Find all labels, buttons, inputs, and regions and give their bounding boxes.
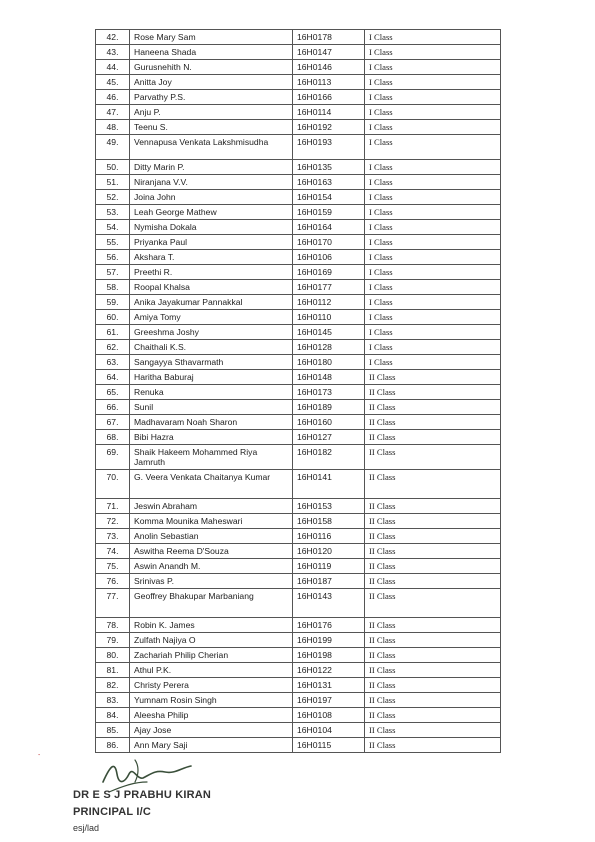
- table-row: [96, 708, 501, 723]
- student-name-cell: Anika Jayakumar Pannakkal: [130, 295, 293, 310]
- student-name-cell: Geoffrey Bhakupar Marbaniang: [130, 589, 293, 618]
- student-name-cell: Ajay Jose: [130, 723, 293, 738]
- table-row: [96, 499, 501, 514]
- class-cell: II Class: [365, 385, 501, 400]
- student-name-cell: Rose Mary Sam: [130, 30, 293, 45]
- register-number-cell: 16H0178: [293, 30, 365, 45]
- table-row: [96, 175, 501, 190]
- register-number-cell: 16H0163: [293, 175, 365, 190]
- class-cell: I Class: [365, 265, 501, 280]
- register-number-cell: 16H0158: [293, 514, 365, 529]
- student-name-cell: Nymisha Dokala: [130, 220, 293, 235]
- margin-mark: ⸳: [38, 749, 41, 758]
- class-cell: I Class: [365, 220, 501, 235]
- student-name-cell: Komma Mounika Maheswari: [130, 514, 293, 529]
- register-number-cell: 16H0108: [293, 708, 365, 723]
- table-row: [96, 135, 501, 160]
- register-number-cell: 16H0143: [293, 589, 365, 618]
- student-name-cell: Madhavaram Noah Sharon: [130, 415, 293, 430]
- register-number-cell: 16H0170: [293, 235, 365, 250]
- register-number-cell: 16H0153: [293, 499, 365, 514]
- register-number-cell: 16H0112: [293, 295, 365, 310]
- serial-number-cell: 84.: [96, 708, 130, 723]
- table-row: [96, 60, 501, 75]
- serial-number-cell: 70.: [96, 470, 130, 499]
- serial-number-cell: 78.: [96, 618, 130, 633]
- table-row: [96, 589, 501, 618]
- class-cell: I Class: [365, 355, 501, 370]
- serial-number-cell: 82.: [96, 678, 130, 693]
- register-number-cell: 16H0127: [293, 430, 365, 445]
- table-row: [96, 160, 501, 175]
- table-row: [96, 385, 501, 400]
- register-number-cell: 16H0154: [293, 190, 365, 205]
- serial-number-cell: 69.: [96, 445, 130, 470]
- register-number-cell: 16H0164: [293, 220, 365, 235]
- register-number-cell: 16H0199: [293, 633, 365, 648]
- student-name-cell: Vennapusa Venkata Lakshmisudha: [130, 135, 293, 160]
- register-number-cell: 16H0110: [293, 310, 365, 325]
- class-cell: II Class: [365, 415, 501, 430]
- student-name-cell: Roopal Khalsa: [130, 280, 293, 295]
- table-row: [96, 90, 501, 105]
- serial-number-cell: 74.: [96, 544, 130, 559]
- table-row: [96, 430, 501, 445]
- class-cell: I Class: [365, 175, 501, 190]
- serial-number-cell: 81.: [96, 663, 130, 678]
- register-number-cell: 16H0187: [293, 574, 365, 589]
- student-name-cell: Aleesha Philip: [130, 708, 293, 723]
- student-name-cell: Yumnam Rosin Singh: [130, 693, 293, 708]
- class-cell: II Class: [365, 618, 501, 633]
- class-cell: I Class: [365, 190, 501, 205]
- student-name-cell: Zachariah Philip Cherian: [130, 648, 293, 663]
- student-name-cell: Anolin Sebastian: [130, 529, 293, 544]
- class-cell: II Class: [365, 400, 501, 415]
- table-row: [96, 190, 501, 205]
- table-row: [96, 400, 501, 415]
- class-cell: II Class: [365, 723, 501, 738]
- register-number-cell: 16H0180: [293, 355, 365, 370]
- student-name-cell: Parvathy P.S.: [130, 90, 293, 105]
- table-row: [96, 250, 501, 265]
- serial-number-cell: 43.: [96, 45, 130, 60]
- class-cell: II Class: [365, 514, 501, 529]
- class-cell: I Class: [365, 235, 501, 250]
- register-number-cell: 16H0115: [293, 738, 365, 753]
- table-row: [96, 559, 501, 574]
- table-row: [96, 693, 501, 708]
- register-number-cell: 16H0113: [293, 75, 365, 90]
- student-name-cell: Teenu S.: [130, 120, 293, 135]
- table-row: [96, 310, 501, 325]
- student-name-cell: Niranjana V.V.: [130, 175, 293, 190]
- student-name-cell: Ann Mary Saji: [130, 738, 293, 753]
- serial-number-cell: 59.: [96, 295, 130, 310]
- student-name-cell: Leah George Mathew: [130, 205, 293, 220]
- class-cell: I Class: [365, 250, 501, 265]
- serial-number-cell: 67.: [96, 415, 130, 430]
- class-cell: II Class: [365, 499, 501, 514]
- register-number-cell: 16H0104: [293, 723, 365, 738]
- register-number-cell: 16H0114: [293, 105, 365, 120]
- serial-number-cell: 64.: [96, 370, 130, 385]
- class-cell: I Class: [365, 340, 501, 355]
- serial-number-cell: 42.: [96, 30, 130, 45]
- serial-number-cell: 55.: [96, 235, 130, 250]
- serial-number-cell: 46.: [96, 90, 130, 105]
- class-cell: II Class: [365, 678, 501, 693]
- student-name-cell: Joina John: [130, 190, 293, 205]
- student-name-cell: Sangayya Sthavarmath: [130, 355, 293, 370]
- student-name-cell: Greeshma Joshy: [130, 325, 293, 340]
- results-table-body: [96, 30, 501, 753]
- serial-number-cell: 79.: [96, 633, 130, 648]
- serial-number-cell: 52.: [96, 190, 130, 205]
- class-cell: I Class: [365, 30, 501, 45]
- class-cell: II Class: [365, 693, 501, 708]
- register-number-cell: 16H0198: [293, 648, 365, 663]
- reference-initials: esj/lad: [73, 823, 100, 833]
- register-number-cell: 16H0159: [293, 205, 365, 220]
- serial-number-cell: 45.: [96, 75, 130, 90]
- table-row: [96, 529, 501, 544]
- serial-number-cell: 71.: [96, 499, 130, 514]
- register-number-cell: 16H0176: [293, 618, 365, 633]
- register-number-cell: 16H0197: [293, 693, 365, 708]
- results-table: [95, 29, 501, 753]
- student-name-cell: Zulfath Najiya O: [130, 633, 293, 648]
- serial-number-cell: 49.: [96, 135, 130, 160]
- register-number-cell: 16H0173: [293, 385, 365, 400]
- table-row: [96, 325, 501, 340]
- table-row: [96, 30, 501, 45]
- class-cell: II Class: [365, 738, 501, 753]
- table-row: [96, 738, 501, 753]
- class-cell: I Class: [365, 160, 501, 175]
- register-number-cell: 16H0141: [293, 470, 365, 499]
- student-name-cell: Haritha Baburaj: [130, 370, 293, 385]
- serial-number-cell: 68.: [96, 430, 130, 445]
- student-name-cell: Robin K. James: [130, 618, 293, 633]
- serial-number-cell: 56.: [96, 250, 130, 265]
- table-row: [96, 45, 501, 60]
- register-number-cell: 16H0147: [293, 45, 365, 60]
- student-name-cell: Chaithali K.S.: [130, 340, 293, 355]
- table-row: [96, 574, 501, 589]
- serial-number-cell: 54.: [96, 220, 130, 235]
- student-name-cell: Priyanka Paul: [130, 235, 293, 250]
- serial-number-cell: 80.: [96, 648, 130, 663]
- table-row: [96, 723, 501, 738]
- register-number-cell: 16H0160: [293, 415, 365, 430]
- signatory-name: DR E S J PRABHU KIRAN: [73, 789, 212, 801]
- class-cell: I Class: [365, 310, 501, 325]
- table-row: [96, 663, 501, 678]
- class-cell: I Class: [365, 120, 501, 135]
- register-number-cell: 16H0146: [293, 60, 365, 75]
- table-row: [96, 280, 501, 295]
- student-name-cell: G. Veera Venkata Chaitanya Kumar: [130, 470, 293, 499]
- table-row: [96, 220, 501, 235]
- table-row: [96, 445, 501, 470]
- class-cell: I Class: [365, 75, 501, 90]
- student-name-cell: Srinivas P.: [130, 574, 293, 589]
- class-cell: I Class: [365, 135, 501, 160]
- table-row: [96, 75, 501, 90]
- serial-number-cell: 58.: [96, 280, 130, 295]
- register-number-cell: 16H0128: [293, 340, 365, 355]
- register-number-cell: 16H0148: [293, 370, 365, 385]
- student-name-cell: Sunil: [130, 400, 293, 415]
- table-row: [96, 355, 501, 370]
- serial-number-cell: 60.: [96, 310, 130, 325]
- table-row: [96, 648, 501, 663]
- serial-number-cell: 51.: [96, 175, 130, 190]
- serial-number-cell: 53.: [96, 205, 130, 220]
- register-number-cell: 16H0193: [293, 135, 365, 160]
- table-row: [96, 120, 501, 135]
- serial-number-cell: 47.: [96, 105, 130, 120]
- table-row: [96, 678, 501, 693]
- student-name-cell: Athul P.K.: [130, 663, 293, 678]
- class-cell: I Class: [365, 60, 501, 75]
- serial-number-cell: 77.: [96, 589, 130, 618]
- table-row: [96, 633, 501, 648]
- student-name-cell: Anju P.: [130, 105, 293, 120]
- register-number-cell: 16H0182: [293, 445, 365, 470]
- serial-number-cell: 72.: [96, 514, 130, 529]
- serial-number-cell: 73.: [96, 529, 130, 544]
- register-number-cell: 16H0189: [293, 400, 365, 415]
- class-cell: I Class: [365, 105, 501, 120]
- student-name-cell: Jeswin Abraham: [130, 499, 293, 514]
- student-name-cell: Anitta Joy: [130, 75, 293, 90]
- serial-number-cell: 65.: [96, 385, 130, 400]
- register-number-cell: 16H0145: [293, 325, 365, 340]
- class-cell: II Class: [365, 648, 501, 663]
- class-cell: I Class: [365, 45, 501, 60]
- table-row: [96, 470, 501, 499]
- student-name-cell: Gurusnehith N.: [130, 60, 293, 75]
- student-name-cell: Aswitha Reema D'Souza: [130, 544, 293, 559]
- class-cell: II Class: [365, 633, 501, 648]
- register-number-cell: 16H0120: [293, 544, 365, 559]
- class-cell: II Class: [365, 589, 501, 618]
- signatory-designation: PRINCIPAL I/C: [73, 806, 151, 818]
- student-name-cell: Aswin Anandh M.: [130, 559, 293, 574]
- table-row: [96, 105, 501, 120]
- register-number-cell: 16H0116: [293, 529, 365, 544]
- class-cell: II Class: [365, 470, 501, 499]
- serial-number-cell: 57.: [96, 265, 130, 280]
- student-name-cell: Preethi R.: [130, 265, 293, 280]
- table-row: [96, 415, 501, 430]
- class-cell: II Class: [365, 370, 501, 385]
- table-row: [96, 265, 501, 280]
- serial-number-cell: 63.: [96, 355, 130, 370]
- student-name-cell: Bibi Hazra: [130, 430, 293, 445]
- class-cell: I Class: [365, 295, 501, 310]
- register-number-cell: 16H0169: [293, 265, 365, 280]
- serial-number-cell: 76.: [96, 574, 130, 589]
- table-row: [96, 340, 501, 355]
- class-cell: II Class: [365, 574, 501, 589]
- register-number-cell: 16H0119: [293, 559, 365, 574]
- table-row: [96, 544, 501, 559]
- serial-number-cell: 83.: [96, 693, 130, 708]
- table-row: [96, 235, 501, 250]
- student-name-cell: Ditty Marin P.: [130, 160, 293, 175]
- serial-number-cell: 48.: [96, 120, 130, 135]
- class-cell: II Class: [365, 559, 501, 574]
- register-number-cell: 16H0192: [293, 120, 365, 135]
- class-cell: II Class: [365, 445, 501, 470]
- class-cell: I Class: [365, 205, 501, 220]
- register-number-cell: 16H0122: [293, 663, 365, 678]
- serial-number-cell: 75.: [96, 559, 130, 574]
- class-cell: I Class: [365, 325, 501, 340]
- table-row: [96, 514, 501, 529]
- student-name-cell: Haneena Shada: [130, 45, 293, 60]
- class-cell: II Class: [365, 708, 501, 723]
- student-name-cell: Shaik Hakeem Mohammed Riya Jamruth: [130, 445, 293, 470]
- student-name-cell: Akshara T.: [130, 250, 293, 265]
- serial-number-cell: 85.: [96, 723, 130, 738]
- class-cell: II Class: [365, 529, 501, 544]
- serial-number-cell: 61.: [96, 325, 130, 340]
- serial-number-cell: 86.: [96, 738, 130, 753]
- serial-number-cell: 62.: [96, 340, 130, 355]
- class-cell: I Class: [365, 90, 501, 105]
- table-row: [96, 370, 501, 385]
- class-cell: II Class: [365, 663, 501, 678]
- register-number-cell: 16H0166: [293, 90, 365, 105]
- register-number-cell: 16H0135: [293, 160, 365, 175]
- register-number-cell: 16H0177: [293, 280, 365, 295]
- serial-number-cell: 66.: [96, 400, 130, 415]
- class-cell: II Class: [365, 544, 501, 559]
- serial-number-cell: 44.: [96, 60, 130, 75]
- table-row: [96, 295, 501, 310]
- class-cell: I Class: [365, 280, 501, 295]
- table-row: [96, 618, 501, 633]
- class-cell: II Class: [365, 430, 501, 445]
- student-name-cell: Amiya Tomy: [130, 310, 293, 325]
- table-row: [96, 205, 501, 220]
- register-number-cell: 16H0106: [293, 250, 365, 265]
- student-name-cell: Renuka: [130, 385, 293, 400]
- register-number-cell: 16H0131: [293, 678, 365, 693]
- serial-number-cell: 50.: [96, 160, 130, 175]
- student-name-cell: Christy Perera: [130, 678, 293, 693]
